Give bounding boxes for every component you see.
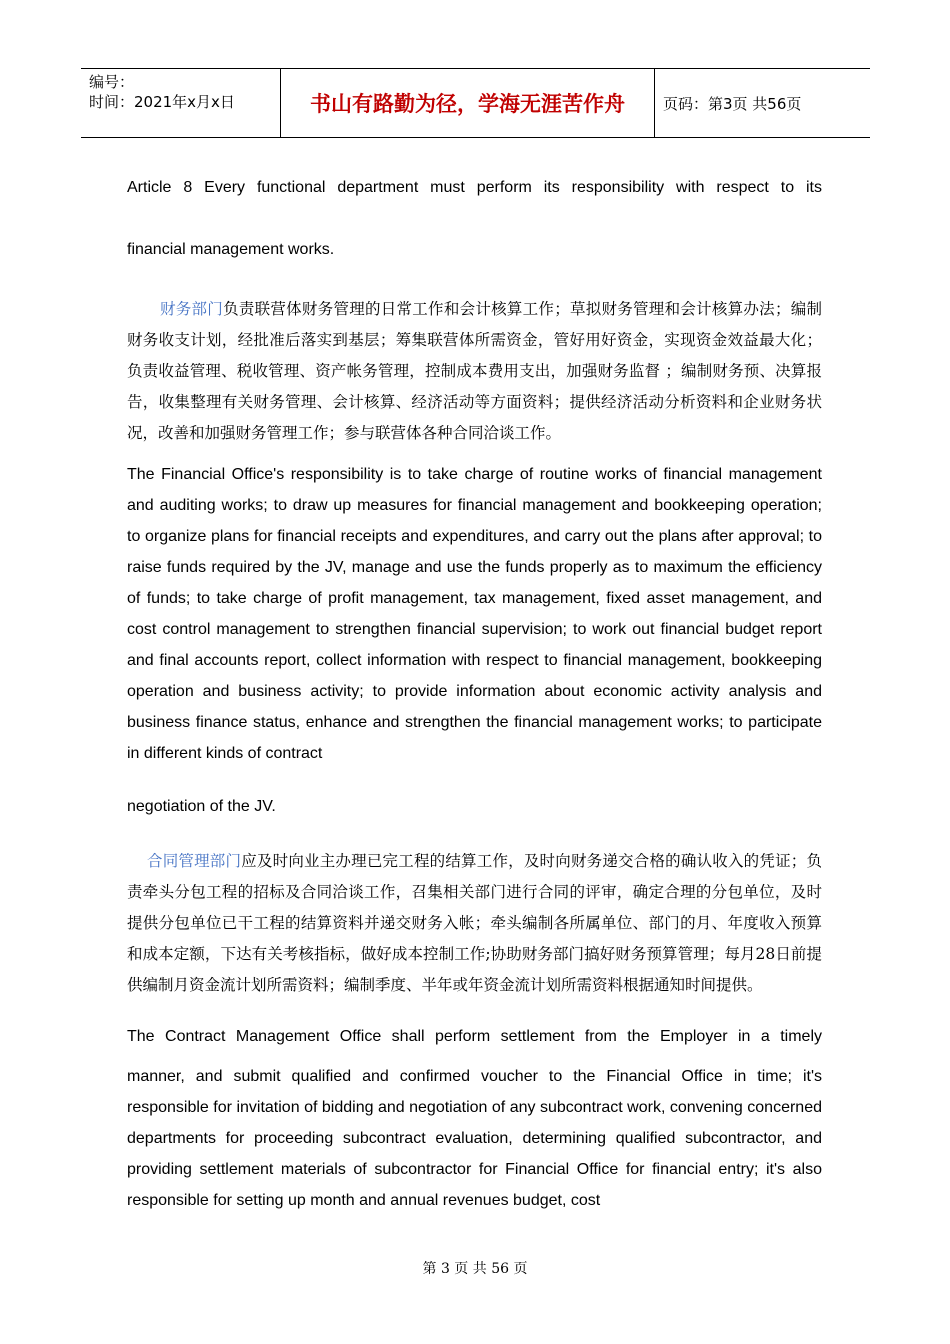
contract-dept-en-first-line: The Contract Management Office shall perform settlement from the Employer in a timely: [127, 1028, 822, 1045]
header-meta: [81, 69, 281, 137]
document-number-label: 编号：: [89, 73, 135, 91]
page-footer: [0, 1258, 950, 1278]
contract-dept-name: 合同管理部门: [147, 852, 242, 870]
page-header: [81, 68, 870, 138]
finance-dept-en-last-line: negotiation of the JV.: [127, 798, 276, 815]
contract-dept-zh-paragraph: [127, 846, 822, 1001]
finance-dept-zh-text: 负责联营体财务管理的日常工作和会计核算工作；草拟财务管理和会计核算办法；编制财务收支计划，经批准后落实到基层；筹集联营体所需资金，管好用好资金，实现资金效益最大化；负责收益管理、税收管理、资产帐务管理，控制成本费用支出，加强财务监督 ；编制财务预、决算报告，收集整理有关财务管理、会计核算、经济活动等方面资料；提供经济活动分析资料和企业财务状况，改善和加强财务管理工作；参与联营体各种合同洽谈工作。: [127, 300, 822, 442]
article8-line2: financial management works.: [127, 241, 335, 258]
finance-dept-name: 财务部门: [160, 300, 224, 318]
header-motto: 书山有路勤为径，学海无涯苦作舟: [281, 69, 655, 137]
header-page-info: 页码：第3页 共56页: [663, 94, 802, 113]
contract-dept-en-paragraph: manner, and submit qualified and confirmed voucher to the Financial Office in time; it's responsible for invitation of bidding and negotiation of any subcontract work, convening concerned departments for proceeding subcontract evaluation, determining qualified subcontractor, and providing settlement materials of subcontractor for Financial Office for financial entry; it's also responsible for setting up month and annual revenues budget, cost: [127, 1068, 822, 1209]
document-body: [127, 172, 822, 1216]
article8-line1: Article 8 Every functional department must perform its responsibility with respect to its: [127, 179, 822, 196]
finance-dept-zh-paragraph: [127, 294, 822, 449]
footer-page-number: 第 3 页 共 56 页: [422, 1261, 528, 1277]
contract-dept-zh-text: 应及时向业主办理已完工程的结算工作，及时向财务递交合格的确认收入的凭证；负责牵头分包工程的招标及合同洽谈工作，召集相关部门进行合同的评审，确定合理的分包单位，及时提供分包单位已干工程的结算资料并递交财务入帐；牵头编制各所属单位、部门的月、年度收入预算和成本定额，下达有关考核指标，做好成本控制工作;协助财务部门搞好财务预算管理；每月28日前提供编制月资金流计划所需资料；编制季度、半年或年资金流计划所需资料根据通知时间提供。: [127, 852, 822, 994]
document-date: 时间：2021年x月x日: [89, 93, 235, 111]
finance-dept-en-paragraph: The Financial Office's responsibility is to take charge of routine works of financial management and auditing works; to draw up measures for financial management and bookkeeping operation; to organize plans for financial receipts and expenditures, and carry out the plans after approval; to raise funds required by the JV, manage and use the funds properly as to maximum the efficiency of funds; to take charge of profit management, tax management, fixed asset management, and cost control management to strengthen financial supervision; to work out financial budget report and final accounts report, collect information with respect to financial management, bookkeeping operation and business activity; to provide information about economic activity analysis and business finance status, enhance and strengthen the financial management works; to participate in different kinds of contract: [127, 466, 822, 762]
